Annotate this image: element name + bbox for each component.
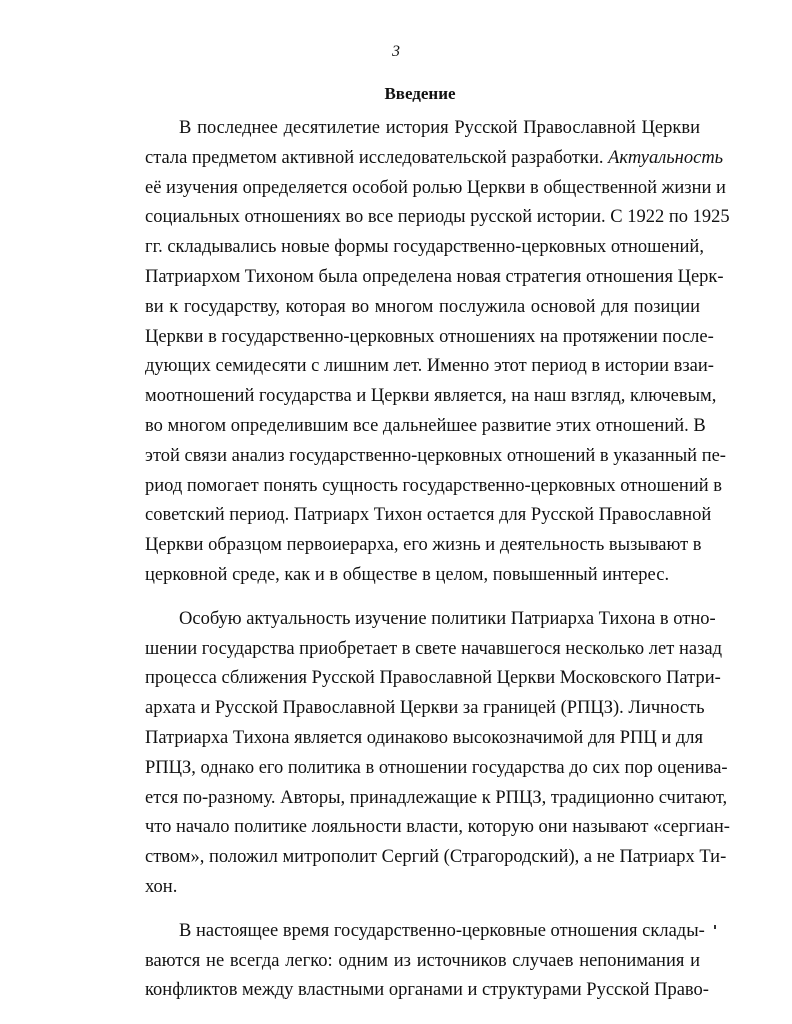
paragraph-1-line-12: этой связи анализ государственно-церковных отношений в указанный пе- — [145, 445, 726, 466]
paragraph-1-line-3: её изучения определяется особой ролью Церкви в общественной жизни и — [145, 177, 726, 198]
paragraph-1-line-7: ви к государству, которая во многом послужила основой для позиции — [145, 296, 700, 317]
paragraph-gap — [145, 903, 700, 917]
section-title: Введение — [384, 84, 456, 103]
paragraph-3-line-1: В настоящее время государственно-церковные отношения склады- — [179, 920, 705, 941]
paragraph-2-line-1: Особую актуальность изучение политики Патриарха Тихона в отно- — [179, 608, 716, 629]
scan-speck — [714, 925, 716, 929]
paragraph-1-line-10: моотношений государства и Церкви является, на наш взгляд, ключевым, — [145, 386, 717, 407]
page-number: 3 — [392, 43, 400, 60]
paragraph-1-line-14: советский период. Патриарх Тихон остается для Русской Православной — [145, 505, 712, 526]
paragraph-3-line-3: конфликтов между властными органами и структурами Русской Право- — [145, 980, 709, 1001]
paragraph-2-line-3: процесса сближения Русской Православной Церкви Московского Патри- — [145, 668, 721, 689]
paragraph-1-line-15: Церкви образцом первоиерарха, его жизнь и деятельность вызывают в — [145, 535, 702, 556]
paragraph-1-line-9: дующих семидесяти с лишним лет. Именно этот период в истории взаи- — [145, 356, 714, 377]
italic-term: Актуальность — [608, 147, 724, 168]
paragraph-2-line-2: шении государства приобретает в свете начавшегося несколько лет назад — [145, 638, 723, 659]
paragraph-3-line-2: ваются не всегда легко: одним из источников случаев непонимания и — [145, 950, 700, 971]
paragraph-2-line-6: РПЦЗ, однако его политика в отношении государства до сих пор оценива- — [145, 757, 728, 778]
paragraph-1-line-2 — [145, 144, 724, 174]
paragraph-1-line-16: церковной среде, как и в обществе в целом, повышенный интерес. — [145, 564, 670, 585]
paragraph-2-line-7: ется по-разному. Авторы, принадлежащие к РПЦЗ, традиционно считают, — [145, 787, 728, 808]
paragraph-1-line-1: В последнее десятилетие история Русской Православной Церкви — [179, 118, 700, 138]
paragraph-1-line-11: во многом определившим все дальнейшее развитие этих отношений. В — [145, 415, 706, 436]
paragraph-2-line-5: Патриарха Тихона является одинаково высокозначимой для РПЦ и для — [145, 727, 704, 748]
paragraph-2-line-8: что начало политике лояльности власти, которую они называют «сергиан- — [145, 817, 730, 838]
paragraph-1-line-6: Патриархом Тихоном была определена новая стратегия отношения Церк- — [145, 266, 724, 287]
paragraph-2-line-9: ством», положил митрополит Сергий (Страгородский), а не Патриарх Ти- — [145, 847, 727, 868]
body-text — [145, 114, 730, 1006]
paragraph-2-line-4: архата и Русской Православной Церкви за границей (РПЦЗ). Личность — [145, 698, 705, 719]
paragraph-1-line-4: социальных отношениях во все периоды русской истории. С 1922 по 1925 — [145, 207, 730, 228]
paragraph-2-line-10: хон. — [145, 876, 178, 897]
paragraph-1-line-2-text: стала предметом активной исследовательской разработки. — [145, 147, 604, 168]
paragraph-1-line-8: Церкви в государственно-церковных отношениях на протяжении после- — [145, 326, 714, 347]
paragraph-1-line-13: риод помогает понять сущность государственно-церковных отношений в — [145, 475, 722, 496]
paragraph-gap — [145, 591, 700, 605]
paragraph-1-line-5: гг. складывались новые формы государственно-церковных отношений, — [145, 237, 704, 258]
